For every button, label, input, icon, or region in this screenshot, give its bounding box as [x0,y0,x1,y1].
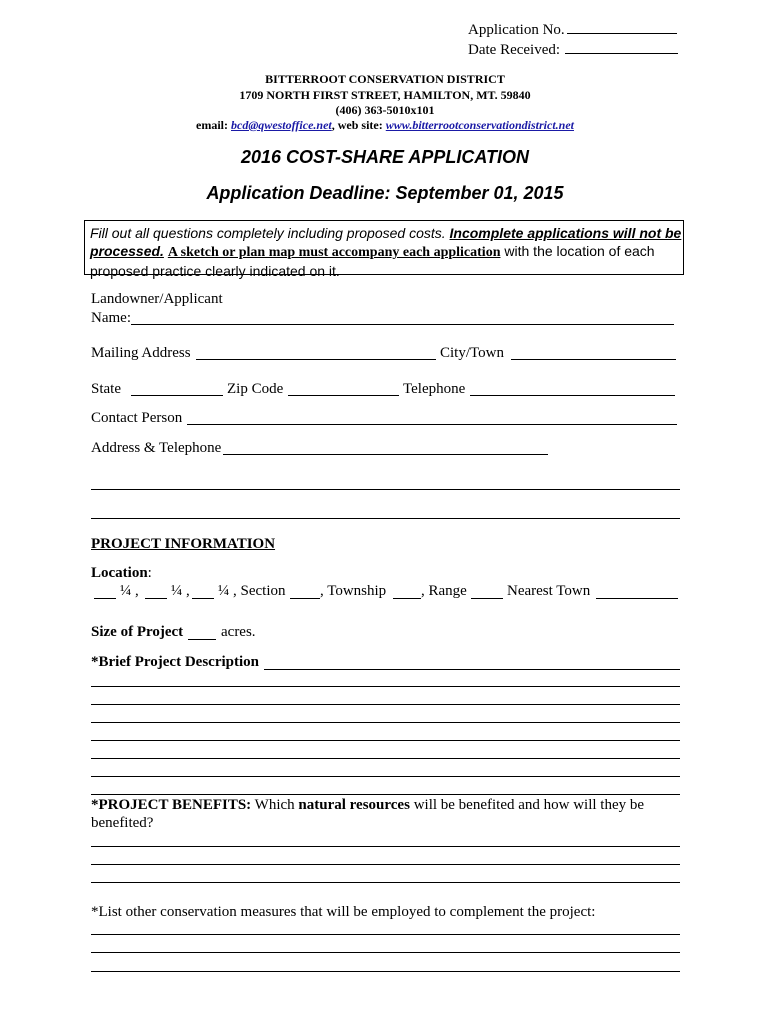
description-line[interactable] [91,740,680,741]
benefits-label: *PROJECT BENEFITS: [91,797,252,813]
address-telephone-field[interactable] [223,440,548,455]
org-address: 1709 NORTH FIRST STREET, HAMILTON, MT. 59840 [239,88,531,102]
description-label: *Brief Project Description [91,654,259,670]
application-no-field[interactable] [567,20,677,34]
quarter-field-3[interactable] [192,584,214,599]
contact-person-field[interactable] [187,410,677,425]
instructions-part4: with the location of each proposed practice clearly indicated on it. [90,243,655,279]
telephone-label: Telephone [403,381,466,397]
measures-line[interactable] [91,971,680,972]
name-field[interactable] [131,310,674,325]
benefits-question-cont: benefited? [91,815,154,831]
city-town-field[interactable] [511,345,676,360]
page-title: 2016 COST-SHARE APPLICATION [240,147,530,167]
instructions-part3: A sketch or plan map must accompany each application [167,245,501,260]
township-label: , Township [320,583,387,599]
state-label: State [91,381,121,397]
description-line[interactable] [91,794,680,795]
measures-line[interactable] [91,952,680,953]
benefits-line[interactable] [91,882,680,883]
email-label: email: [196,118,228,132]
quarter-3: ¼ , Section [218,583,286,599]
description-line[interactable] [91,686,680,687]
contact-person-label: Contact Person [91,410,183,426]
size-of-project-label: Size of Project [91,624,184,640]
quarter-field-1[interactable] [94,584,116,599]
application-no-label: Application No. [468,22,565,38]
application-no [468,20,677,39]
range-field[interactable] [471,584,503,599]
date-received [468,40,678,59]
org-contact [0,118,770,133]
mailing-address-field[interactable] [196,345,436,360]
blank-line[interactable] [91,518,680,519]
zip-code-field[interactable] [288,381,399,396]
quarter-1: ¼ , [120,583,139,599]
nearest-town-label: Nearest Town [507,583,591,599]
size-of-project-field[interactable] [188,625,216,640]
project-info-heading: PROJECT INFORMATION [91,536,276,552]
benefits-question: *PROJECT BENEFITS: Which natural resources will be benefited and how will they be [91,797,645,813]
email-link[interactable]: bcd@qwestoffice.net [231,118,332,132]
description-line[interactable] [91,722,680,723]
instructions-part1: Fill out all questions completely including proposed costs. [90,225,446,241]
other-measures-label: *List other conservation measures that will be employed to complement the project: [91,904,596,920]
org-name: BITTERROOT CONSERVATION DISTRICT [265,72,505,86]
telephone-field[interactable] [470,381,675,396]
nearest-town-field[interactable] [596,584,678,599]
location-label: Location [91,565,148,581]
mailing-address-label: Mailing Address [91,345,191,361]
benefits-line[interactable] [91,846,680,847]
natural-resources: natural resources [298,797,410,813]
description-line[interactable] [91,776,680,777]
website-link[interactable]: www.bitterrootconservationdistrict.net [385,118,574,132]
deadline: Application Deadline: September 01, 2015 [206,183,564,203]
quarter-field-2[interactable] [145,584,167,599]
city-town-label: City/Town [440,345,504,361]
range-label: , Range [421,583,467,599]
name-label: Name: [91,310,131,326]
state-field[interactable] [131,381,223,396]
location-colon: : [147,565,152,581]
instructions-part2: Incomplete applications will not be processed. [90,225,682,259]
description-field[interactable] [264,655,680,670]
date-received-field[interactable] [565,40,678,54]
township-field[interactable] [393,584,421,599]
section-field[interactable] [290,584,320,599]
acres-label: acres. [221,624,256,640]
org-phone: (406) 363-5010x101 [335,103,435,117]
address-telephone-label: Address & Telephone [91,440,222,456]
web-label: , web site: [331,118,383,132]
zip-code-label: Zip Code [227,381,284,397]
description-line[interactable] [91,758,680,759]
quarter-2: ¼ , [171,583,190,599]
blank-line[interactable] [91,489,680,490]
location-label-row [91,565,152,582]
description-line[interactable] [91,704,680,705]
measures-line[interactable] [91,934,680,935]
date-received-label: Date Received: [468,42,561,58]
benefits-line[interactable] [91,864,680,865]
instructions-box [84,220,684,279]
landowner-label: Landowner/Applicant [91,291,223,307]
